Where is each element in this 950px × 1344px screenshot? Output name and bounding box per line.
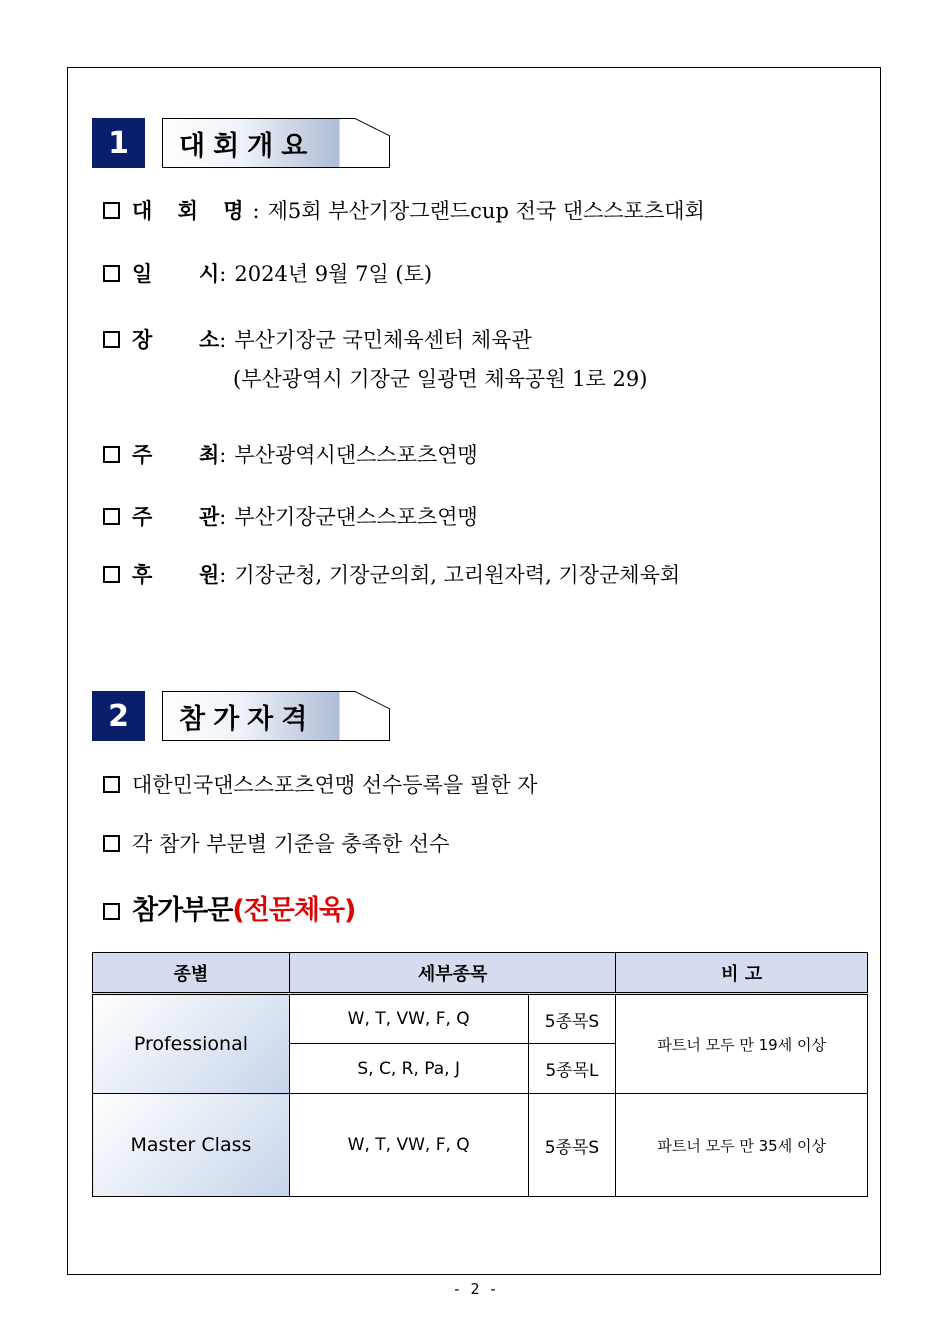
events-cell: W, T, VW, F, Q xyxy=(289,994,528,1044)
count-cell: 5종목L xyxy=(528,1044,616,1094)
item-label-2: 최 xyxy=(199,443,220,467)
checkbox-icon xyxy=(103,835,120,852)
section-2-number: 2 xyxy=(92,691,145,741)
section-2-title-text: 참가자격 xyxy=(179,703,316,735)
page-fold-icon xyxy=(354,118,390,136)
item-label-2: 원 xyxy=(199,563,220,587)
division-highlight: (전문체육) xyxy=(232,895,356,926)
count-cell: 5종목S xyxy=(528,1094,616,1197)
item-label-2: 관 xyxy=(199,505,220,529)
page-number: - 2 - xyxy=(452,1280,498,1298)
item-label-2: 시 xyxy=(199,262,220,286)
qualification-text: 대한민국댄스스포츠연맹 선수등록을 필한 자 xyxy=(132,773,538,797)
note-cell: 파트너 모두 만 35세 이상 xyxy=(616,1094,868,1197)
checkbox-icon xyxy=(103,566,120,583)
section-1-title-text: 대회개요 xyxy=(179,130,316,162)
category-cell: Master Class xyxy=(93,1094,290,1197)
checkbox-icon xyxy=(103,508,120,525)
item-value: 기장군청, 기장군의회, 고리원자력, 기장군체육회 xyxy=(234,563,681,587)
item-label: 일 xyxy=(132,262,153,286)
item-place xyxy=(103,324,532,354)
header-events: 세부종목 xyxy=(289,953,616,994)
checkbox-icon xyxy=(103,446,120,463)
colon: : xyxy=(219,328,227,352)
table-header-row xyxy=(93,953,868,994)
note-cell: 파트너 모두 만 19세 이상 xyxy=(616,994,868,1094)
colon: : xyxy=(219,563,227,587)
item-organizer xyxy=(103,501,478,531)
item-value: 제5회 부산기장그랜드cup 전국 댄스스포츠대회 xyxy=(267,199,705,223)
item-value: 부산광역시댄스스포츠연맹 xyxy=(234,443,478,467)
item-value: 2024년 9월 7일 (토) xyxy=(234,262,433,286)
qualification-item xyxy=(103,828,449,858)
colon: : xyxy=(219,443,227,467)
item-date xyxy=(103,258,432,288)
header-note: 비 고 xyxy=(616,953,868,994)
header-category: 종별 xyxy=(93,953,290,994)
item-sponsor xyxy=(103,559,680,589)
checkbox-icon xyxy=(103,265,120,282)
item-label: 주 xyxy=(132,505,153,529)
events-cell: S, C, R, Pa, J xyxy=(289,1044,528,1094)
events-cell: W, T, VW, F, Q xyxy=(289,1094,528,1197)
colon: : xyxy=(219,505,227,529)
item-label: 후 xyxy=(132,563,153,587)
item-label: 장 xyxy=(132,328,153,352)
page-fold-icon xyxy=(354,691,390,709)
count-cell: 5종목S xyxy=(528,994,616,1044)
checkbox-icon xyxy=(103,903,120,920)
checkbox-icon xyxy=(103,331,120,348)
checkbox-icon xyxy=(103,776,120,793)
division-table xyxy=(92,952,868,1197)
item-value: 부산기장군 국민체육센터 체육관 xyxy=(234,328,532,352)
section-1-title xyxy=(162,118,390,168)
qualification-text: 각 참가 부문별 기준을 충족한 선수 xyxy=(132,832,450,856)
item-host xyxy=(103,439,478,469)
item-label-2: 소 xyxy=(199,328,220,352)
colon: : xyxy=(219,262,227,286)
item-label: 주 xyxy=(132,443,153,467)
category-cell: Professional xyxy=(93,994,290,1094)
item-place-address: (부산광역시 기장군 일광면 체육공원 1로 29) xyxy=(233,367,648,391)
item-label: 대 회 명 xyxy=(132,199,253,223)
section-2-title xyxy=(162,691,390,741)
section-1-number: 1 xyxy=(92,118,145,168)
division-heading xyxy=(103,888,355,927)
item-value: 부산기장군댄스스포츠연맹 xyxy=(234,505,478,529)
table-row xyxy=(93,1094,868,1197)
table-row xyxy=(93,994,868,1044)
colon: : xyxy=(252,199,260,223)
item-event-name xyxy=(103,195,705,225)
checkbox-icon xyxy=(103,202,120,219)
division-label: 참가부문 xyxy=(132,895,233,926)
qualification-item xyxy=(103,769,537,799)
